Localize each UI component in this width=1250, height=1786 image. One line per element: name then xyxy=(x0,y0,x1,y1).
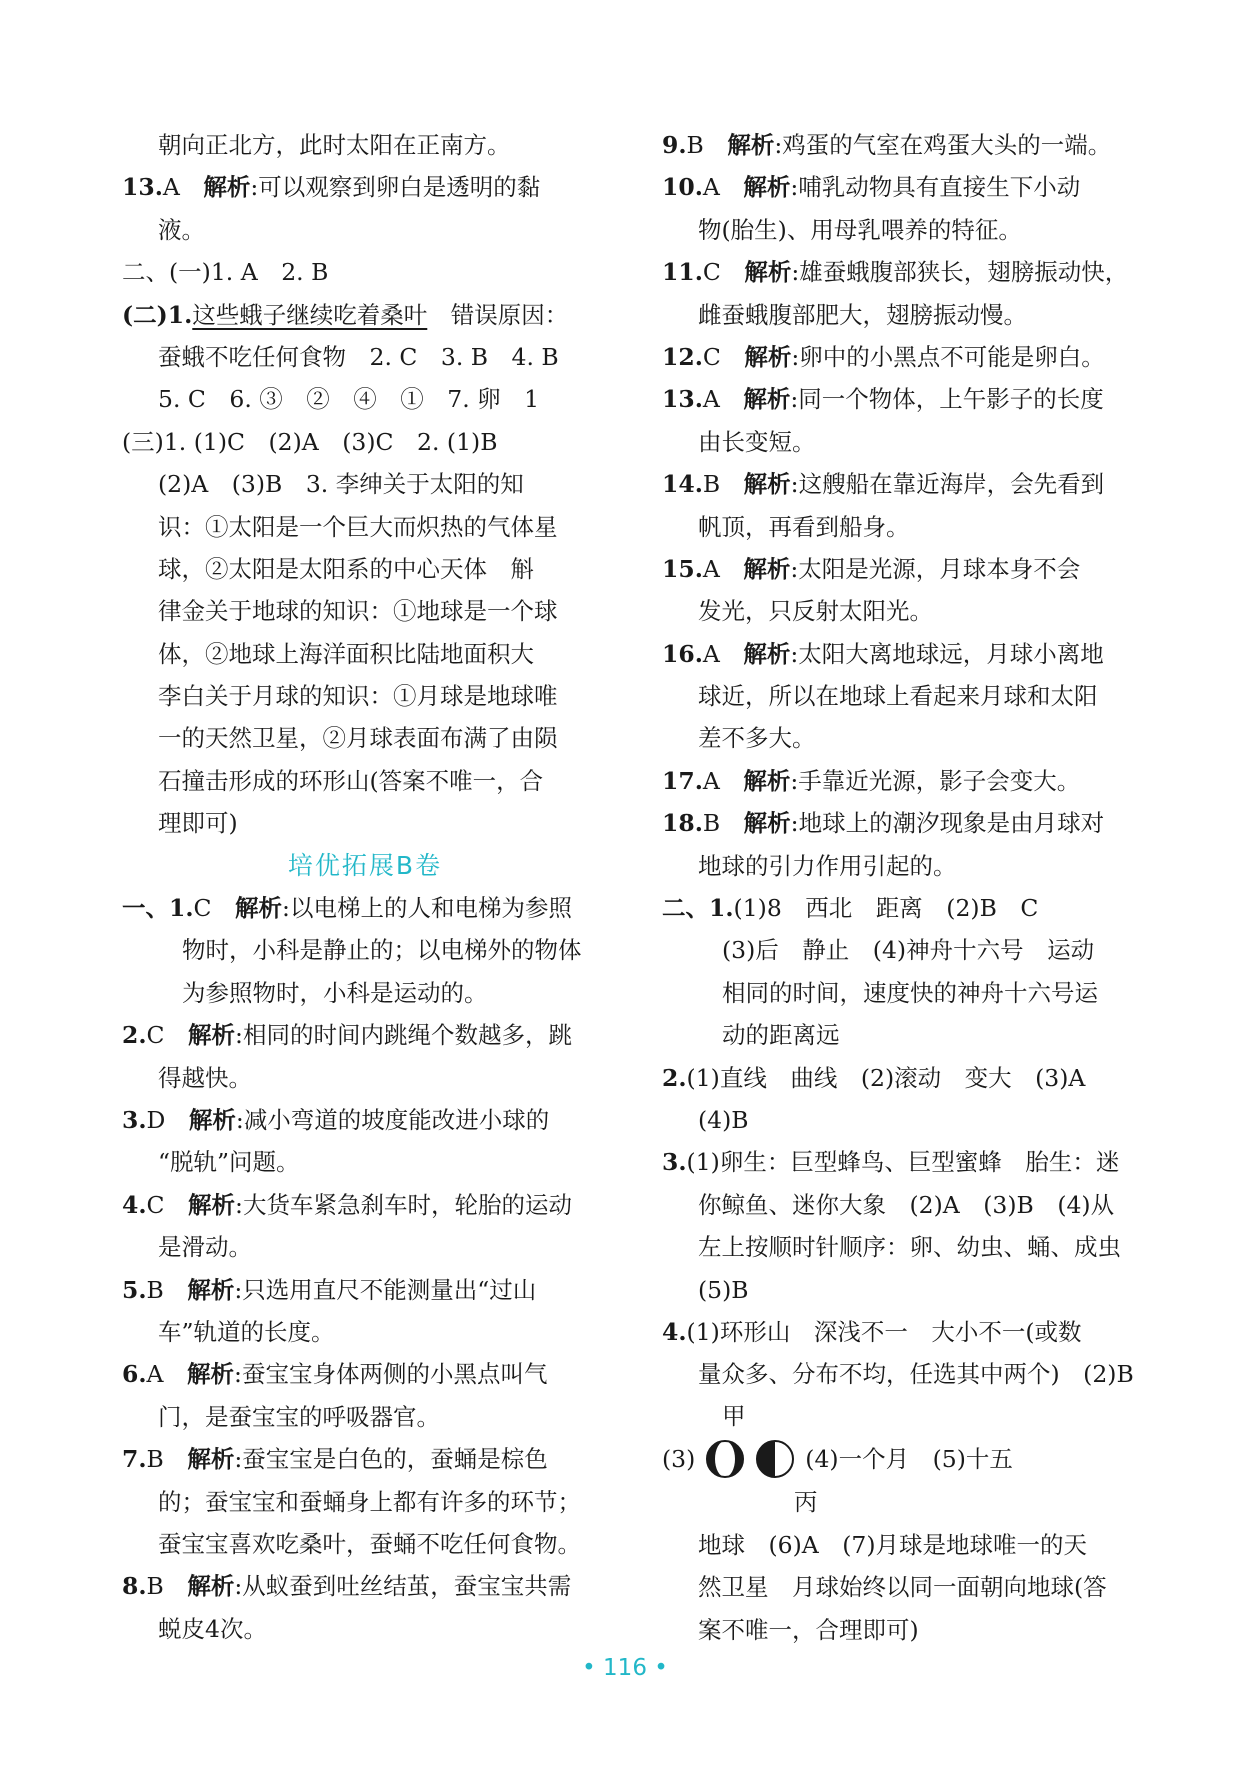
text-line: 然卫星 月球始终以同一面朝向地球(答 xyxy=(698,1573,1107,1602)
left-column xyxy=(122,124,608,1650)
answer-choice: A xyxy=(162,173,180,202)
answer-e6: 6.A 解析:蚕宝宝身体两侧的小黑点叫气 xyxy=(122,1360,548,1389)
page-number: • 116 • xyxy=(582,1655,668,1681)
text-line: “脱轨”问题。 xyxy=(158,1148,300,1177)
question-number: 13. xyxy=(122,173,163,202)
text-line: 李白关于月球的知识：①月球是地球唯 xyxy=(158,682,558,711)
section-title: 培优拓展B卷 xyxy=(287,850,443,880)
text-line: 朝向正北方，此时太阳在正南方。 xyxy=(158,131,511,159)
label-jia: 甲 xyxy=(722,1401,746,1430)
text-line: 量众多、分布不均，任选其中两个) (2)B xyxy=(698,1360,1134,1389)
section-2-3: (三)1. (1)C (2)A (3)C 2. (1)B xyxy=(122,427,498,456)
text-line: 你鲸鱼、迷你大象 (2)A (3)B (4)从 xyxy=(698,1190,1115,1219)
moon-row: (3) (4)一个月 (5)十五 xyxy=(662,1438,1013,1480)
text-line: 为参照物时，小科是运动的。 xyxy=(182,978,488,1007)
text-line: 识：①太阳是一个巨大而炽热的气体星 xyxy=(158,512,558,541)
answer-e5: 5.B 解析:只选用直尺不能测量出“过山 xyxy=(122,1275,537,1304)
text-line: (3)后 静止 (4)神舟十六号 运动 xyxy=(722,936,1095,965)
answer-e1: 一、1.C 解析:以电梯上的人和电梯为参照 xyxy=(122,894,572,923)
underlined-error-text: 这些蛾子继续吃着桑叶 xyxy=(192,300,428,329)
text-line: 蚕蛾不吃任何食物 2. C 3. B 4. B xyxy=(158,342,559,371)
text-line: 理即可) xyxy=(158,809,238,838)
text-line: 车”轨道的长度。 xyxy=(158,1317,335,1346)
text-line: (2)A (3)B 3. 李绅关于太阳的知 xyxy=(158,470,524,499)
right-column xyxy=(662,124,1148,1651)
text-line: 地球 (6)A (7)月球是地球唯一的天 xyxy=(698,1530,1088,1559)
text-line: 律金关于地球的知识：①地球是一个球 xyxy=(158,597,558,626)
text-line: 案不唯一，合理即可) xyxy=(698,1615,919,1644)
text-line: 物(胎生)、用母乳喂养的特征。 xyxy=(698,215,1022,244)
answer-16: 16.A 解析:太阳大离地球远，月球小离地 xyxy=(662,639,1104,668)
analysis-text: 可以观察到卵白是透明的黏 xyxy=(258,173,541,202)
answer-e8: 8.B 解析:从蚁蚕到吐丝结茧，蚕宝宝共需 xyxy=(122,1572,572,1601)
text-line: 相同的时间，速度快的神舟十六号运 xyxy=(722,978,1098,1007)
answer-11: 11.C 解析:雄蚕蛾腹部狭长，翅膀振动快， xyxy=(662,258,1129,287)
label-bing: 丙 xyxy=(794,1487,818,1516)
text-line: 差不多大。 xyxy=(698,724,816,753)
moon-phase-icon xyxy=(705,1439,745,1479)
text-line: 球近，所以在地球上看起来月球和太阳 xyxy=(698,682,1098,711)
text-line: 体，②地球上海洋面积比陆地面积大 xyxy=(158,639,534,668)
answer-12: 12.C 解析:卵中的小黑点不可能是卵白。 xyxy=(662,342,1105,371)
text-line: 门，是蚕宝宝的呼吸器官。 xyxy=(158,1402,440,1431)
part-2-q4: 4.(1)环形山 深浅不一 大小不一(或数 xyxy=(662,1317,1082,1346)
text-line: 蚕宝宝喜欢吃桑叶，蚕蛹不吃任何食物。 xyxy=(158,1529,581,1558)
part-2-q3: 3.(1)卵生：巨型蜂鸟、巨型蜜蜂 胎生：迷 xyxy=(662,1148,1120,1177)
text-line: 蜕皮4次。 xyxy=(158,1614,267,1643)
text-line: 5. C 6. ③ ② ④ ① 7. 卵 1 xyxy=(158,385,540,414)
text-line: 地球的引力作用引起的。 xyxy=(698,851,957,880)
answer-e7: 7.B 解析:蚕宝宝是白色的，蚕蛹是棕色 xyxy=(122,1445,548,1474)
part-2-q1: 二、1.(1)8 西北 距离 (2)B C xyxy=(662,894,1039,923)
text-line: 发光，只反射太阳光。 xyxy=(698,597,933,626)
text-line: 石撞击形成的环形山(答案不唯一，合 xyxy=(158,766,544,795)
analysis-label: 解析 xyxy=(203,173,251,202)
text-line: 液。 xyxy=(158,215,205,244)
text-line: 由长变短。 xyxy=(698,427,816,456)
text-line: (4)B xyxy=(698,1105,749,1134)
text-line: 左上按顺时针顺序：卵、幼虫、蛹、成虫 xyxy=(698,1233,1121,1262)
text-line: 的；蚕宝宝和蚕蛹身上都有许多的环节； xyxy=(158,1487,581,1516)
text-line: (5)B xyxy=(698,1275,749,1304)
answer-15: 15.A 解析:太阳是光源，月球本身不会 xyxy=(662,554,1081,583)
answer-e2: 2.C 解析:相同的时间内跳绳个数越多，跳 xyxy=(122,1021,572,1050)
answer-9: 9.B 解析:鸡蛋的气室在鸡蛋大头的一端。 xyxy=(662,131,1112,159)
answer-e4: 4.C 解析:大货车紧急刹车时，轮胎的运动 xyxy=(122,1190,572,1219)
answer-e3: 3.D 解析:减小弯道的坡度能改进小球的 xyxy=(122,1105,550,1134)
moon-phase-icon xyxy=(755,1439,795,1479)
text-line: 帆顶，再看到船身。 xyxy=(698,512,910,541)
moon-phase-answer xyxy=(662,1396,1148,1524)
section-2-2: (二)1.这些蛾子继续吃着桑叶 错误原因： xyxy=(122,300,569,329)
text-line: 动的距离远 xyxy=(722,1021,840,1050)
answer-18: 18.B 解析:地球上的潮汐现象是由月球对 xyxy=(662,809,1105,838)
section-2-1: 二、(一)1. A 2. B xyxy=(122,258,329,287)
answer-13: 13.A 解析:同一个物体，上午影子的长度 xyxy=(662,385,1104,414)
answer-10: 10.A 解析:哺乳动物具有直接生下小动 xyxy=(662,173,1081,202)
text-line: 是滑动。 xyxy=(158,1233,252,1262)
answer-13: 13.A 解析:可以观察到卵白是透明的黏 xyxy=(122,173,541,202)
text-line: 物时，小科是静止的；以电梯外的物体 xyxy=(182,936,582,965)
text-line: 雌蚕蛾腹部肥大，翅膀振动慢。 xyxy=(698,300,1027,329)
answer-14: 14.B 解析:这艘船在靠近海岸，会先看到 xyxy=(662,470,1105,499)
answer-17: 17.A 解析:手靠近光源，影子会变大。 xyxy=(662,766,1081,795)
text-line: 得越快。 xyxy=(158,1063,252,1092)
text-line: 一的天然卫星，②月球表面布满了由陨 xyxy=(158,724,558,753)
part-2-q2: 2.(1)直线 曲线 (2)滚动 变大 (3)A xyxy=(662,1063,1086,1092)
text-line: 球，②太阳是太阳系的中心天体 斛 xyxy=(158,554,534,583)
